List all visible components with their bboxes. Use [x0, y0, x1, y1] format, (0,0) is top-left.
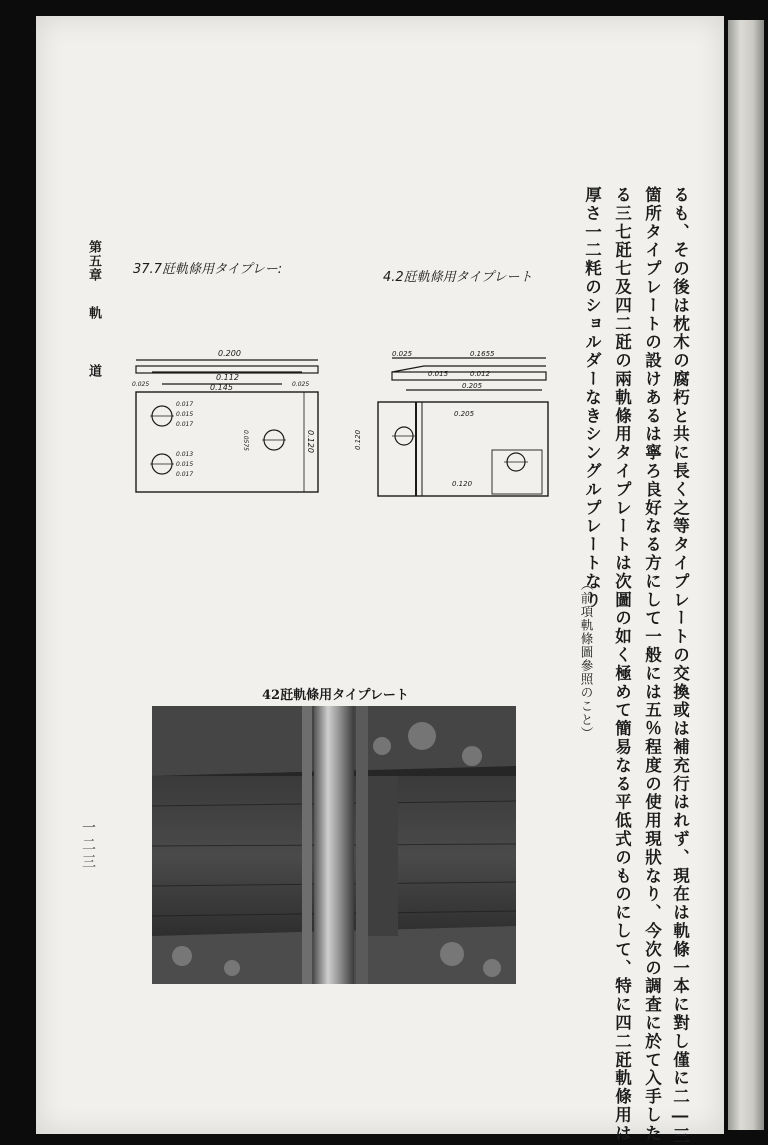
chapter-title-a: 軌	[86, 306, 101, 320]
dim-d4: 0.015	[428, 370, 449, 378]
dim-right-edge: 0.025	[292, 381, 310, 388]
tie-plate-drawing-37kg	[132, 340, 324, 500]
reference-note: （前項軌條圖參照のこと）	[579, 578, 594, 740]
dim-height: 0.120	[306, 430, 315, 453]
body-text-column-1: るも、その後は枕木の腐朽と共に長く之等タイプレートの交換或は補充行はれず、現在は軌條一本に對し僅に二―三	[670, 186, 690, 1145]
dim-hole-2: 0.015	[176, 411, 194, 418]
dim-hole-6: 0.017	[176, 471, 194, 478]
dim-right-span: 0.0575	[242, 430, 249, 451]
dim-left-edge: 0.025	[132, 381, 150, 388]
dim-upper: 0.112	[216, 373, 239, 382]
dim-hole-1: 0.017	[176, 401, 194, 408]
figure-right-title: 4.2瓩軌條用タイプレート	[383, 270, 533, 285]
tie-plate-photo	[152, 706, 516, 984]
dim-hole-3: 0.017	[176, 421, 194, 428]
figure-left-title: 37.7瓩軌條用タイプレー:	[133, 262, 283, 277]
dim-d2: 0.1655	[470, 350, 495, 358]
dim-overall-r: 0.205	[462, 382, 483, 390]
plate-plan-outline	[136, 392, 318, 492]
body-text-column-2: 箇所タイプレートの設けあるは寧ろ良好なる方にして一般には五％程度の使用現狀なり、今次の調査に於て入手した	[642, 186, 662, 1143]
dim-overall: 0.200	[218, 349, 241, 358]
dim-hole-5: 0.015	[176, 461, 194, 468]
dim-inner-r: 0.205	[454, 410, 475, 418]
body-text-column-3: る三七瓩七及四二瓩の兩軌條用タイプレートは次圖の如く極めて簡易なる平低式のものにして、特に四二瓩軌條用は	[612, 186, 632, 1143]
dim-height-r: 0.120	[354, 429, 362, 450]
dim-d1: 0.025	[392, 350, 413, 358]
dim-d3: 0.012	[470, 370, 491, 378]
tie-plate-drawing-42kg	[354, 346, 558, 502]
chapter-label: 第五章	[86, 240, 101, 282]
body-text-column-4: 厚さ一二粍のショルダーなきシングルプレートなり	[582, 186, 602, 610]
plate-section	[392, 372, 546, 380]
next-page-edge	[728, 20, 764, 1130]
page-number: 一二三	[80, 820, 96, 871]
dim-inner: 0.145	[210, 383, 233, 392]
plate-section-top	[392, 366, 546, 372]
dim-bottom-r: 0.120	[452, 480, 473, 488]
photo-caption: 42瓩軌條用タイプレート	[262, 688, 409, 703]
chapter-header	[84, 240, 103, 378]
dim-hole-4: 0.013	[176, 451, 194, 458]
chapter-title-b: 道	[86, 364, 101, 378]
